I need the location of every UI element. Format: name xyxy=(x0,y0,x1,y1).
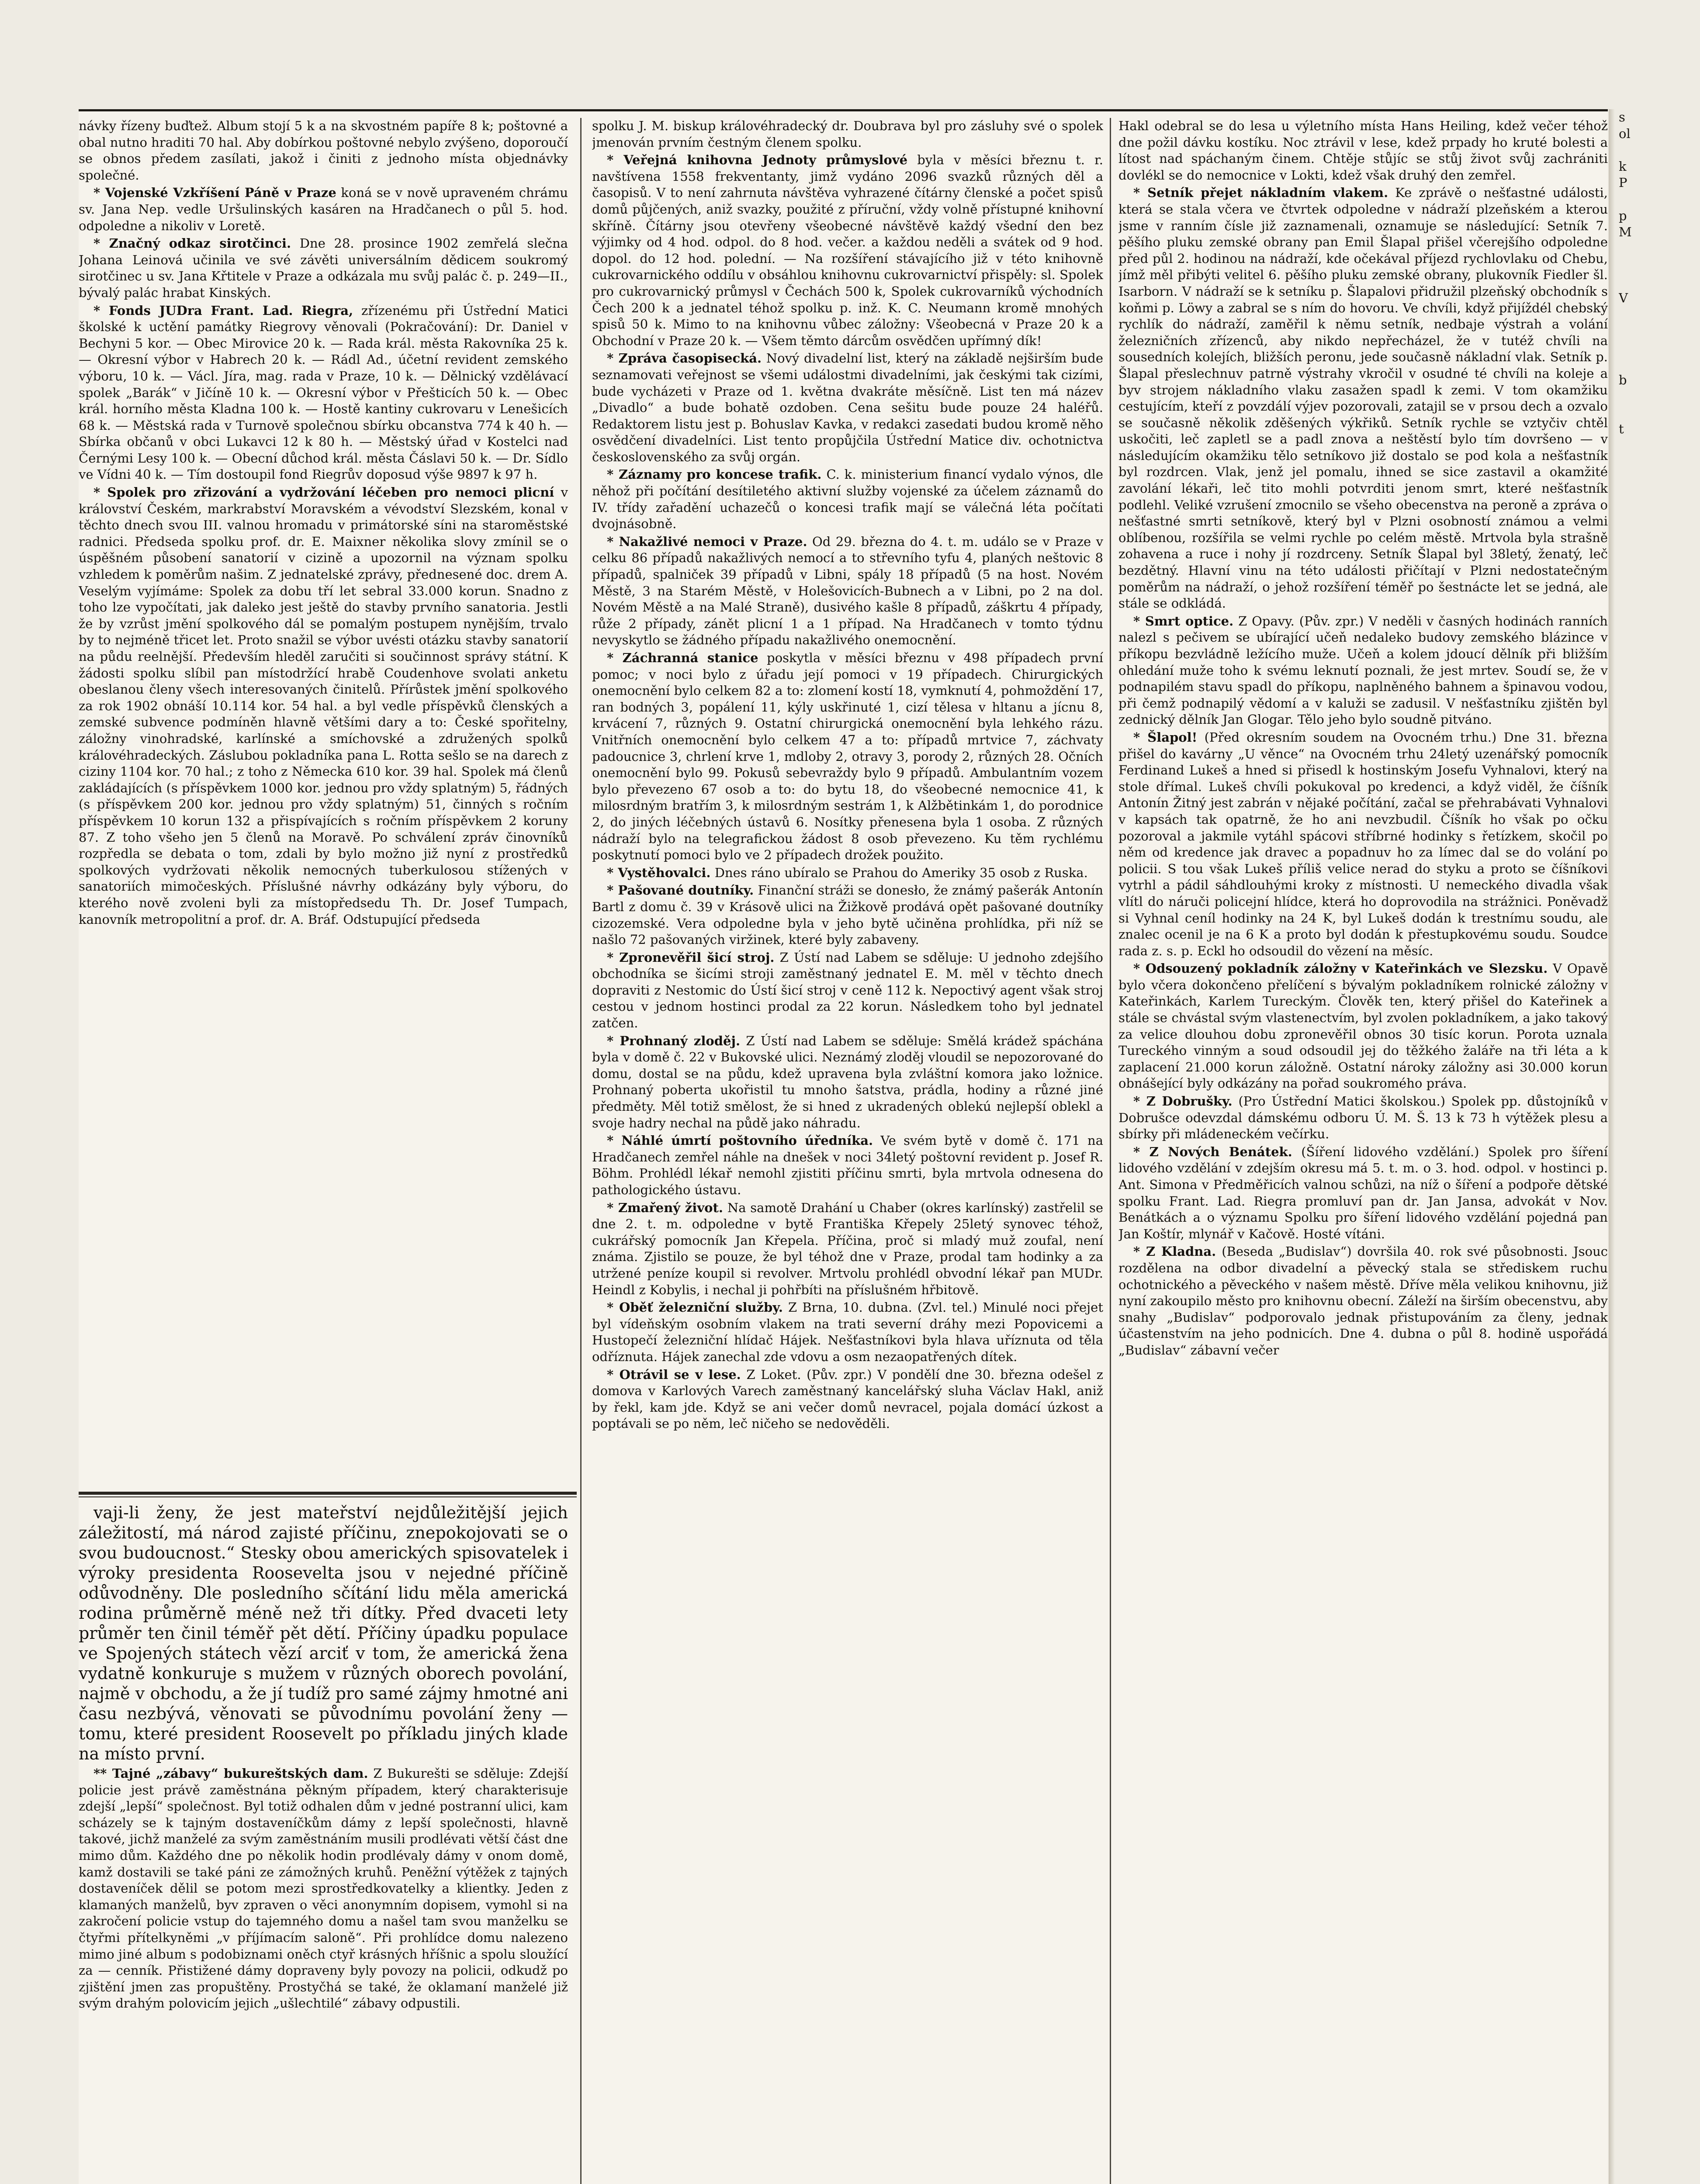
article-paragraph xyxy=(1118,1244,1608,1358)
article-heading: * Odsouzený pokladník záložny v Kateřinkách ve Slezsku. xyxy=(1133,961,1548,976)
article-body: byla v měsíci březnu t. r. navštívena 1558 frekventanty, jimž vydáno 2096 svazků různých děl a časopisů. V to není zahrnuta návštěva vyhrazené čítárny členské a počet spisů domů půjčených, aniž svazky, použité z příruční, vždy volně přístupné knihovní skříně. Čítárny jsou otevřeny všeobecné návštěvě každý všední den bez výjimky od 4 hod. odpol. do 8 hod. večer. a každou neděli a svátek od 9 hod. dopol. do 12 hod. polední. — Na rozšíření stávajícího již v této knihovně cukrovarnického oddílu v obsáhlou knihovnu cukrovarnictví přispěly: sl. Spolek pro cukrovarnický průmysl v Čechách 500 k, Spolek cukrovarníků východních Čech 200 k a jednatel téhož spolku p. inž. K. C. Neumann kromě mnohých spisů 50 k. Mimo to na knihovnu vůbec záložny: Všeobecná v Praze 20 k a Obchodní v Praze 20 k. — Všem těmto dárcům osvědčen upřímný dík! xyxy=(592,152,1103,348)
article-paragraph xyxy=(592,1033,1103,1132)
article-heading: * Smrt optice. xyxy=(1133,613,1234,629)
article-heading: * Pašované doutníky. xyxy=(607,883,754,898)
column-rule-1 xyxy=(580,118,582,2184)
article-body: Ke zprávě o nešťastné události, která se stala včera ve čtvrtek odpoledne v nádraží plzeňském a kterou jsme v ranním čísle již zaznamenali, oznamuje se následující: Setník 7. pěšího pluku zemské obrany pan Emil Šlapal přišel včerejšího odpoledne před půl 2. hodinou na nádraží, kde očekával příjezd rychlovlaku od Chebu, jímž měl přibýti velitel 6. pěšího pluku zemské obrany, plukovník Fiedler šl. Isarborn. V nádraží se k setníku p. Šlapalovi přidružil plzeňský obchodník s koňmi p. Löwy a zabral se s ním do hovoru. Ve chvíli, když přijíždél chebský rychlík do nádraží, zaměřil k němu setník, nedbaje výstrah a volání železničních zřízenců, aby nikdo nepřecházel, že v tutéž chvíli na sousedních kolejích, bližších peronu, jede současně nákladní vlak. Setník p. Šlapal přeslechnuv patrně výstrahy vkročil v osudné té chvíli na koleje a byv strojem nákladního vlaku zasažen spadl k zemi. V tom okamžiku cestujícím, kteří z povzdálí výjev pozorovali, zatajil se v prsou dech a ozvalo se současně několik zděšených výkřiků. Setník rychle se vztyčiv chtěl uskočiti, leč zapletl se a padl znova a neštěstí bylo tím dovršeno — v následujícím okamžiku tělo setníkovo již dostalo se pod kola a nešťastník byl rozdrcen. Vlak, jenž jel pomalu, ihned se sice zastavil a okamžité zavolání lékaři, leč tito mohli potvrditi jenom smrt, které nešťastník podlehl. Veliké vzrušení zmocnilo se všeho obecenstva na peroně a zpráva o nešťastné smrti setníkově, který byl v Plzni osobností známou a velmi oblíbenou, rozšířila se velmi rychle po celém městě. Mrtvola byla strašně zohavena a ruce i nohy jí rozdrceny. Setník Šlapal byl 38letý, ženatý, leč bezdětný. Hlavní vinu na této události přičítají v Plzni nedostatečným poměrům na nádraží, o jehož rozšíření téměř po šestnácte let se jedná, ale stále se odkládá. xyxy=(1118,185,1608,611)
article-paragraph xyxy=(592,882,1103,948)
article-body: Z Ústí nad Labem se sděluje: Smělá krádež spáchána byla v domě č. 22 v Bukovské ulici. Neznámý zloděj vloudil se nepozorované do domu, dostal se na půdu, kdež upravena byla zvláštní komora jako ložnice. Prohnaný poberta ukořistil tu mnoho šatstva, prádla, hodiny a různé jiné předměty. Měl totiž smělost, že si hned z ukradených oblekú nejlepší oblekl a svoje hadry nechal na půdě jako náhradu. xyxy=(592,1033,1103,1130)
fragment-line: k xyxy=(1619,159,1627,174)
column-1-lower xyxy=(79,1503,568,2184)
article-paragraph xyxy=(79,1766,568,2012)
article-paragraph xyxy=(79,484,568,928)
article-paragraph xyxy=(1118,1093,1608,1143)
article-heading: * Veřejná knihovna Jednoty průmyslové xyxy=(607,152,908,168)
fragment-line xyxy=(1619,356,1700,372)
article-heading: * Z Kladna. xyxy=(1133,1244,1216,1259)
article-body: Nový divadelní list, který na základě nejširším bude seznamovati veřejnost se všemi událostmi divadelními, jak českými tak cizími, bude vycházeti v Praze od 1. května dvakráte měsíčně. List ten má název „Divadlo“ a bude bohatě ozdoben. Cena sešitu bude pouze 24 haléřů. Redaktorem listu jest p. Bohuslav Kavka, v redakci zasedati budou kromě něho osvědčení divadelníci. List tento propůjčila Ústřední Matice div. ochotnictva československého za svůj orgán. xyxy=(592,351,1103,464)
article-body: koná se v nově upraveném chrámu sv. Jana Nep. vedle Uršulinských kasáren na Hradčanech o půl 5. hod. odpoledne a nikoliv v Loretě. xyxy=(79,185,568,233)
article-paragraph xyxy=(1118,1144,1608,1243)
column-2 xyxy=(592,118,1103,2184)
article-paragraph xyxy=(592,950,1103,1032)
article-heading: * Zmařený život. xyxy=(607,1200,724,1215)
article-body: Ve svém bytě v domě č. 171 na Hradčanech zemřel náhle na dnešek v noci 34letý poštovní revident p. Josef R. Böhm. Prohlédl lékař nemohl zjistiti příčinu smrti, byla mrtvola odnesena do pathologického ústavu. xyxy=(592,1133,1103,1197)
article-heading: * Náhlé úmrtí poštovního úředníka. xyxy=(607,1133,873,1148)
article-body: (Pro Ústřední Matici školskou.) Spolek pp. důstojníků v Dobrušce odevzdal dámskému odboru Ú. M. Š. 13 k 73 h výtěžek plesu a sbírky při mládeneckém večírku. xyxy=(1118,1094,1608,1142)
fragment-line xyxy=(1619,273,1700,290)
fragment-line: P xyxy=(1619,175,1627,190)
article-heading: * Nakažlivé nemoci v Praze. xyxy=(607,534,807,549)
fragment-line xyxy=(1619,405,1700,422)
article-heading: * Z Dobrušky. xyxy=(1133,1094,1233,1109)
article-body: (Před okresním soudem na Ovocném trhu.) Dne 31. března přišel do kavárny „U věnce“ na Ovocném trhu 24letý uzenářský pomocník Ferdinand Lukeš a hned si přisedl k hostinským Josefu Vyhnalovi, který na stole dřímal. Lukeš chvíli pokukoval po kredenci, a když viděl, že číšník Antonín Žitný jest zabrán v nějaké počítání, začal se přehrabávati Vyhnalovi v kapsách tak opatrně, že ho ani nevzbudil. Číšník ho však po očku pozoroval a jakmile vytáhl spácovi stříbrné hodinky s řetízkem, skočil po něm od kredence jak dravec a popadnuv ho za límec dal se do volání po policii. S tou však Lukeš příliš velice nerad do styku a proto se číšníkovi vytrhl a pádil sáhdlouhými kroky z místnosti. U nemeckého divadla však vlítl do náruči policejní hlídce, která ho doprovodila na strážnici. Poněvadž si Vyhnal ceníl hodinky na 24 K, byl Lukeš dodán k trestnímu soudu, ale znalec ocenil je na 6 K a proto byl dodán k přestupkovému soudu. Soudce rada z. s. p. Eckl ho odsoudil do vězení na měsíc. xyxy=(1118,729,1608,958)
fragment-line xyxy=(1619,191,1700,208)
article-heading: * Setník přejet nákladním vlakem. xyxy=(1133,185,1388,200)
article-heading: * Prohnaný zloděj. xyxy=(607,1033,741,1048)
fragment-line xyxy=(1619,142,1700,159)
article-heading: * Šlapol! xyxy=(1133,729,1198,745)
column-3 xyxy=(1118,118,1608,2184)
article-body: vaji-li ženy, že jest mateřství nejdůležitější jejich záležitostí, má národ zajisté příčinu, znepokojovati se o svou budoucnost.“ Stesky obou amerických spisovatelek i výroky presidenta Roosevelta jsou v nejedné příčině odůvodněny. Dle posledního sčítání lidu měla americká rodina průměrně méně než tři dítky. Před dvaceti lety průměr ten činil téměř pět dětí. Příčiny úpadku populace ve Spojených státech vězí arciť v tom, že americká žena vydatně konkuruje s mužem v různých oborech povolání, najmě v obchodu, a že jí tudíž pro samé zájmy hmotné ani času nezbývá, věnovati se původnímu povolání ženy — tomu, které president Roosevelt po příkladu jiných klade na místo první. xyxy=(79,1503,568,1763)
fragment-line: t xyxy=(1619,422,1624,437)
newspaper-page xyxy=(79,109,1608,2184)
fragment-line: s xyxy=(1619,110,1625,124)
article-body: Z Brna, 10. dubna. (Zvl. tel.) Minulé noci přejet byl vídeňským osobním vlakem na trati severní dráhy mezi Popovicemi a Hustopečí železniční hlídač Hájek. Nešťastníkovi byla hlava uříznuta od těla odříznuta. Hájek zanechal zde vdovu a osm nezaopatřených dítek. xyxy=(592,1300,1103,1364)
article-body: (Šíření lidového vzdělání.) Spolek pro šíření lidového vzdělání v zdejším okresu má 5. t. m. o 3. hod. odpol. v hostinci p. Ant. Simona v Předměřicích valnou schůzi, na níž o šíření a podpoře dětské spolku Frant. Lad. Riegra promluví pan dr. Jan Jansa, advokát v Nov. Benátkách a o významu Spolku pro šíření lidového vzdělání pojedná pan Jan Koštír, mlynář v Kačově. Hosté vítáni. xyxy=(1118,1144,1608,1241)
article-heading: * Z Nových Benátek. xyxy=(1133,1144,1292,1159)
article-heading: * Záchranná stanice xyxy=(607,650,758,665)
article-body: Hakl odebral se do lesa u výletního místa Hans Heiling, kdež večer téhož dne požil dávku kostíku. Noc ztrávil v lese, kdež prpady ho kruté bolesti a lítost nad spáchaným činem. Chtěje stůjíc se stůj život svůj zachrániti dovlékl se do nemocnice v Lokti, kdež však druhý den zemřel. xyxy=(1118,118,1608,183)
fragment-line: ol xyxy=(1619,126,1631,141)
adjacent-page-fragment xyxy=(1619,109,1700,2184)
column-rule-2 xyxy=(1110,118,1111,2184)
article-body: Od 29. března do 4. t. m. událo se v Praze v celku 86 případů nakažlivých nemocí a to střevního tyfu 4, planých neštovic 8 případů, spalniček 39 případů v Libni, spály 18 případů (5 na host. Novém Městě, 3 na Starém Městě, v Holešovicích-Bubnech a v Libni, po 2 na dol. Novém Městě a na Malé Straně), dusivého kašle 8 případů, záškrtu 4 případy, růže 2 případy, zánět plicní 1 a 1 případ. Na Hradčanech v tomto týdnu nevyskytlo se žádného případu nakažlivého onemocnění. xyxy=(592,534,1103,648)
article-body: Dnes ráno ubíralo se Prahou do Ameriky 35 osob z Ruska. xyxy=(714,865,1088,880)
article-paragraph xyxy=(592,118,1103,151)
page-fold-shadow xyxy=(1609,109,1615,2184)
article-paragraph xyxy=(79,235,568,301)
article-body: poskytla v měsíci březnu v 498 případech první pomoc; v noci bylo z úřadu její pomoci v 19 případech. Chirurgických onemocnění bylo celkem 82 a to: zlomení kostí 18, vymknutí 4, pohmoždění 17, ran bodných 3, popálení 11, kýly uskřinuté 1, cizí tělesa v hltanu a jícnu 8, krvácení 7, různých 9. Ostatní chirurgická onemocnění byla lehkého rázu. Vnitřních onemocnění bylo celkem 47 a to: případů mrtvice 7, záchvaty padoucnice 3, chrlení krve 1, mdloby 2, otravy 3, porody 2, různých 28. Očních onemocnění bylo 99. Pokusů sebevraždy bylo 9 případů. Ambulantním vozem bylo převezeno 67 osob a to: do bytu 18, do všeobecné nemocnice 41, k milosrdným bratřím 3, k milosrdným sestrám 1, k Alžbětinkám 1, do porodnice 2, do jiných léčebných ústavů 6. Nosítky přenesena byla 1 osoba. Z různých nádraží bylo na telegrafickou žádost 8 osob převezeno. Ku těm rychlému poskytnutí pomoci bylo ve 2 případech drožek použito. xyxy=(592,650,1103,863)
article-body: Z Ústí nad Labem se sděluje: U jednoho zdejšího obchodníka se šicími stroji zaměstnaný jednatel E. M. měl v těchto dnech dopraviti z Nestomic do Ústí šicí stroj v ceně 112 k. Nepoctivý agent však stroj cestou v jednom hostinci prodal za 22 korun. Následkem toho byl jednatel zatčen. xyxy=(592,950,1103,1031)
article-paragraph xyxy=(1118,185,1608,612)
fragment-line xyxy=(1619,241,1700,257)
article-paragraph xyxy=(79,1503,568,1764)
article-paragraph xyxy=(79,185,568,234)
article-heading: * Fonds JUDra Frant. Lad. Riegra, xyxy=(93,303,353,318)
article-paragraph xyxy=(592,1133,1103,1198)
fragment-line: M xyxy=(1619,225,1632,240)
fragment-line xyxy=(1619,339,1700,356)
article-heading: ** Tajné „zábavy“ bukureštských dam. xyxy=(93,1766,368,1781)
article-body: V Opavě bylo včera dokončeno přelíčení s bývalým pokladníkem rolnické záložny v Kateřinkách, Karlem Tureckým. Člověk ten, který přišel do Kateřinek a stále se chvástal svým vlastenectvím, byl zvolen pokladníkem, a jako takový za velice dlouhou dobu zpronevěřil obnos 30 tisíc korun. Porota uznala Tureckého vinným a soud odsoudil jej do těžkého žaláře na tři léta a k zaplacení 21.000 korun záložně. Ostatní nároky záložny asi 30.000 korun obnášející byly odkázány na pořad soukromého práva. xyxy=(1118,961,1608,1091)
article-paragraph xyxy=(592,1200,1103,1299)
article-body: C. k. ministerium financí vydalo výnos, dle něhož při počítání desítiletého aktivní služby vojenské za účelem záznamů do IV. třídy zařadění uchazečů o koncesi trafik mají se válečná léta počítati dvojnásobně. xyxy=(592,467,1103,532)
article-body: Finanční stráži se donesło, že známý pašerák Antonín Bartl z domu č. 39 v Krásově ulici na Žižkově prodává opět pašované doutníky cizozemské. Vera odpoledne byla v jeho bytě učiněna prohlídka, při níž se našlo 72 pašovaných viržinek, které byly zabaveny. xyxy=(592,883,1103,947)
article-paragraph xyxy=(1118,613,1608,728)
article-paragraph xyxy=(79,118,568,183)
article-body: (Beseda „Budislav“) dovršila 40. rok své působnosti. Jsouc rozdělena na odbor divadelní a pěvecký stala se střediskem ruchu ochotnického a pěveckého v našem městě. Dříve měla velikou knihovnu, již nyní zakoupilo město pro knihovnu obecní. Záleží na širším obecenstvu, aby snahy „Budislav“ podporovalo jednak přistupováním za členy, jednak účastenstvím na jeho podnicích. Dne 4. dubna o půl 8. hodině uspořádá „Budislav“ zábavní večer xyxy=(1118,1244,1608,1358)
article-body: Z Bukurešti se sděluje: Zdejší policie jest právě zaměstnána pěkným případem, který charakterisuje zdejší „lepší“ společnost. Byl totiž odhalen dům v jedné postranní ulici, kam scházely se k tajným dostaveníčkům dámy z lepší společnosti, hlavně takové, jichž manželé za svým zaměstnáním musili prodlévati větší část dne mimo dům. Každého dne po několik hodin prodlévaly dámy v onom domě, kamž dostavili se také páni ze zámožných kruhů. Peněžní výtěžek z tajných dostaveníček dělil se potom mezi sprostředkovatelky a klientky. Jeden z klamaných manželů, byv zpraven o věci anonymním dopisem, vymohl si na zakročení policie vstup do tajemného domu a našel tam svou manželku se čtyřmi přítelkyněmi „v příjímacím saloně“. Při prohlídce domu nalezeno mimo jiné album s podobiznami oněch ctyř krásných hříšnic a spolu sloužící za — cenník. Přistižené dámy dopraveny byly povozy na policii, odkudž po zjištění jmen zas propuštěny. Prostyčhá se také, že oklamaní manželé již svým drahým polovicím jejich „ušlechtilé“ zábavy odpustili. xyxy=(79,1766,568,2011)
article-heading: * Záznamy pro koncese trafik. xyxy=(607,467,822,482)
article-heading: * Zpronevěřil šicí stroj. xyxy=(607,950,775,965)
fragment-line xyxy=(1619,306,1700,323)
article-paragraph xyxy=(1118,118,1608,183)
article-heading: * Značný odkaz sirotčinci. xyxy=(93,236,291,251)
fragment-line: V xyxy=(1619,290,1628,305)
article-heading: * Vystěhovalci. xyxy=(607,865,711,880)
article-paragraph xyxy=(592,865,1103,881)
article-paragraph xyxy=(79,303,568,484)
top-rule xyxy=(79,109,1608,111)
article-paragraph xyxy=(592,1367,1103,1432)
article-body: v království Českém, markrabství Moravském a vévodství Slezském, konal v těchto dnech svou III. valnou hromadu v primátorské síni na staroměstské radnici. Předseda spolku prof. dr. E. Maixner několika slovy zmínil se o úspěšném působení sanatorií v cizině a upozornil na význam spolku vzhledem k poměrům našim. Z jednatelské zprávy, přednesené doc. drem A. Veselým vyjímáme: Spolek za dobu tří let sebral 33.000 korun. Snadno z toho lze vypočítati, jak daleko jest ještě do stavby prvního sanatoria. Jestli že by vzrůst jmění spolkového dál se pomalým postupem nynějším, trvalo by to nejméně třicet let. Proto snažil se výbor uvésti otázku stavby sanatorií na půdu reelnější. Především hleděl zaručiti si součinnost správy státní. K žádosti spolku slíbil pan místodržící hrabě Coudenhove svolati anketu obeslanou členy všech interesovaných činitelů. Přírůstek jmění spolkového za rok 1902 obnáší 10.114 kor. 54 hal. a byl vedle příspěvků členských a zemské subvence podmíněn hlavně většími dary a to: České spořitelny, záložny vinohradské, karlínské a smíchovské a združených spolků královéhradeckých. Záslubou pokladníka pana L. Rotta sešlo se na darech z ciziny 1104 kor. 70 hal.; z toho z Německa 610 kor. 39 hal. Spolek má členů zakládajících (s příspěvkem 1000 kor. jednou pro vždy splatným) 5, řádných (s příspěvkem 200 kor. jednou pro vždy splatným) 51, činných s ročním příspěvkem 10 korun 132 a přispívajících s ročním příspěvkem 2 koruny 87. Z toho všeho jen 5 členů na Moravě. Po schválení zpráv činovníků rozpředla se debata o tom, zdali by bylo možno již nyní z prostředků spolkových vydržovati několik nemocných tuberkulosou stížených v sanatoriích mimočeských. Příslušné návrhy odkázány byly výboru, do kterého nově zvoleni byli za místopředsedu Th. Dr. Josef Tumpach, kanovník metropolitní a prof. dr. A. Bráf. Odstupující předseda xyxy=(79,485,568,927)
fragment-line xyxy=(1619,388,1700,405)
article-paragraph xyxy=(592,534,1103,649)
article-heading: * Otrávil se v lese. xyxy=(607,1367,741,1382)
article-paragraph xyxy=(1118,961,1608,1092)
fragment-line: b xyxy=(1619,372,1627,387)
article-paragraph xyxy=(592,650,1103,864)
fragment-line xyxy=(1619,257,1700,273)
column-1-upper xyxy=(79,118,568,1485)
article-paragraph xyxy=(592,152,1103,349)
section-divider-thin xyxy=(79,1496,577,1497)
article-body: spolku J. M. biskup královéhradecký dr. Doubrava byl pro zásluhy své o spolek jmenován prvním čestným členem spolku. xyxy=(592,118,1103,150)
article-paragraph xyxy=(592,1299,1103,1365)
fragment-line xyxy=(1619,323,1700,339)
fragment-line: p xyxy=(1619,208,1627,223)
article-heading: * Spolek pro zřizování a vydržování léčeben pro nemoci plicní xyxy=(93,485,554,500)
article-paragraph xyxy=(592,467,1103,532)
article-heading: * Zpráva časopisecká. xyxy=(607,351,762,366)
article-paragraph xyxy=(1118,729,1608,959)
section-divider-thick xyxy=(79,1492,577,1495)
article-body: Z Opavy. (Pův. zpr.) V neděli v časných hodinách ranních nalezl s pečivem se ubírající učeň nedaleko budovy zemského blázince v příkopu bezvládně ležícího muže. Učeň a kolem jdoucí dělník při bližším ohledání muže toho k svému leknutí poznali, že jest mrtev. Soudí se, že v podnapilém stavu spadl do příkopu, naplněného bahnem a špinavou vodou, při čemž podnapilý vědomí a v kaluži se zadusil. V nešťastníku zjištěn byl zednický dělník Jan Glogar. Tělo jeho bylo soudně pitváno. xyxy=(1118,613,1608,727)
article-body: Na samotě Drahání u Chaber (okres karlínský) zastřelil se dne 2. t. m. odpoledne v bytě Františka Křepely 25letý synovec téhož, cukrářský pomocník Jan Křepela. Příčina, proč si mladý muž zoufal, není známa. Zjistilo se pouze, že byl téhož dne v Praze, prodal tam hodinky a za utržené peníze koupil si revolver. Mrtvolu prohlédl obvodní lékař pan MUDr. Heindl z Kobylis, i nechal ji pohřbíti na příslušném hřbitově. xyxy=(592,1200,1103,1297)
article-body: Dne 28. prosince 1902 zemřelá slečna Johana Leinová učinila ve své závěti universálním dědicem soukromý sirotčinec u sv. Jana Křtitele v Praze a odkázala mu svůj palác č. p. 249—II., bývalý palác hrabat Kinských. xyxy=(79,236,568,300)
article-heading: * Vojenské Vzkříšení Páně v Praze xyxy=(93,185,336,200)
article-paragraph xyxy=(592,350,1103,465)
article-body: návky řízeny buďtež. Album stojí 5 k a na skvostném papíře 8 k; poštovné a obal nutno hraditi 70 hal. Aby dobírkou poštovné nebylo zvýšeno, doporoučí se obnos předem zasílati, jakož i činiti z jednoho místa objednávky společné. xyxy=(79,118,568,183)
article-body: Z Loket. (Pův. zpr.) V pondělí dne 30. března odešel z domova v Karlových Varech zaměstnaný kancelářský sluha Václav Hakl, aniž by řekl, kam jde. Když se ani večer domů nevracel, pojala domácí úzkost a poptávali se po něm, leč ničeho se nedověděli. xyxy=(592,1367,1103,1431)
article-heading: * Oběť železniční služby. xyxy=(607,1300,783,1315)
article-body: zřízenému při Ústřední Matici školské k uctění památky Riegrovy věnovali (Pokračování): Dr. Daniel v Bechyni 5 kor. — Obec Mirovice 20 k. — Rada král. města Rakovníka 25 k. — Okresní výbor v Habrech 20 k. — Rádl Ad., účetní revident zemského výboru, 10 k. — Václ. Jíra, mag. rada v Praze, 10 k. — Dělnický vzdělávací spolek „Barák“ v Jičíně 10 k. — Okresní výbor v Přešticích 50 k. — Obec král. horního města Kladna 100 k. — Hostě kantiny cukrovaru v Lenešicích 68 k. — Městská rada v Turnově společnou sbírku obcanstva 774 k 40 h. — Sbírka občanů v obci Lukavci 12 k 80 h. — Městský úřad v Kostelci nad Černými Lesy 100 k. — Obecní důchod král. města Čáslavi 50 k. — Dr. Sídlo ve Vídni 40 k. — Tím dostoupil fond Riegrův doposud výše 9897 k 97 h. xyxy=(79,303,568,482)
